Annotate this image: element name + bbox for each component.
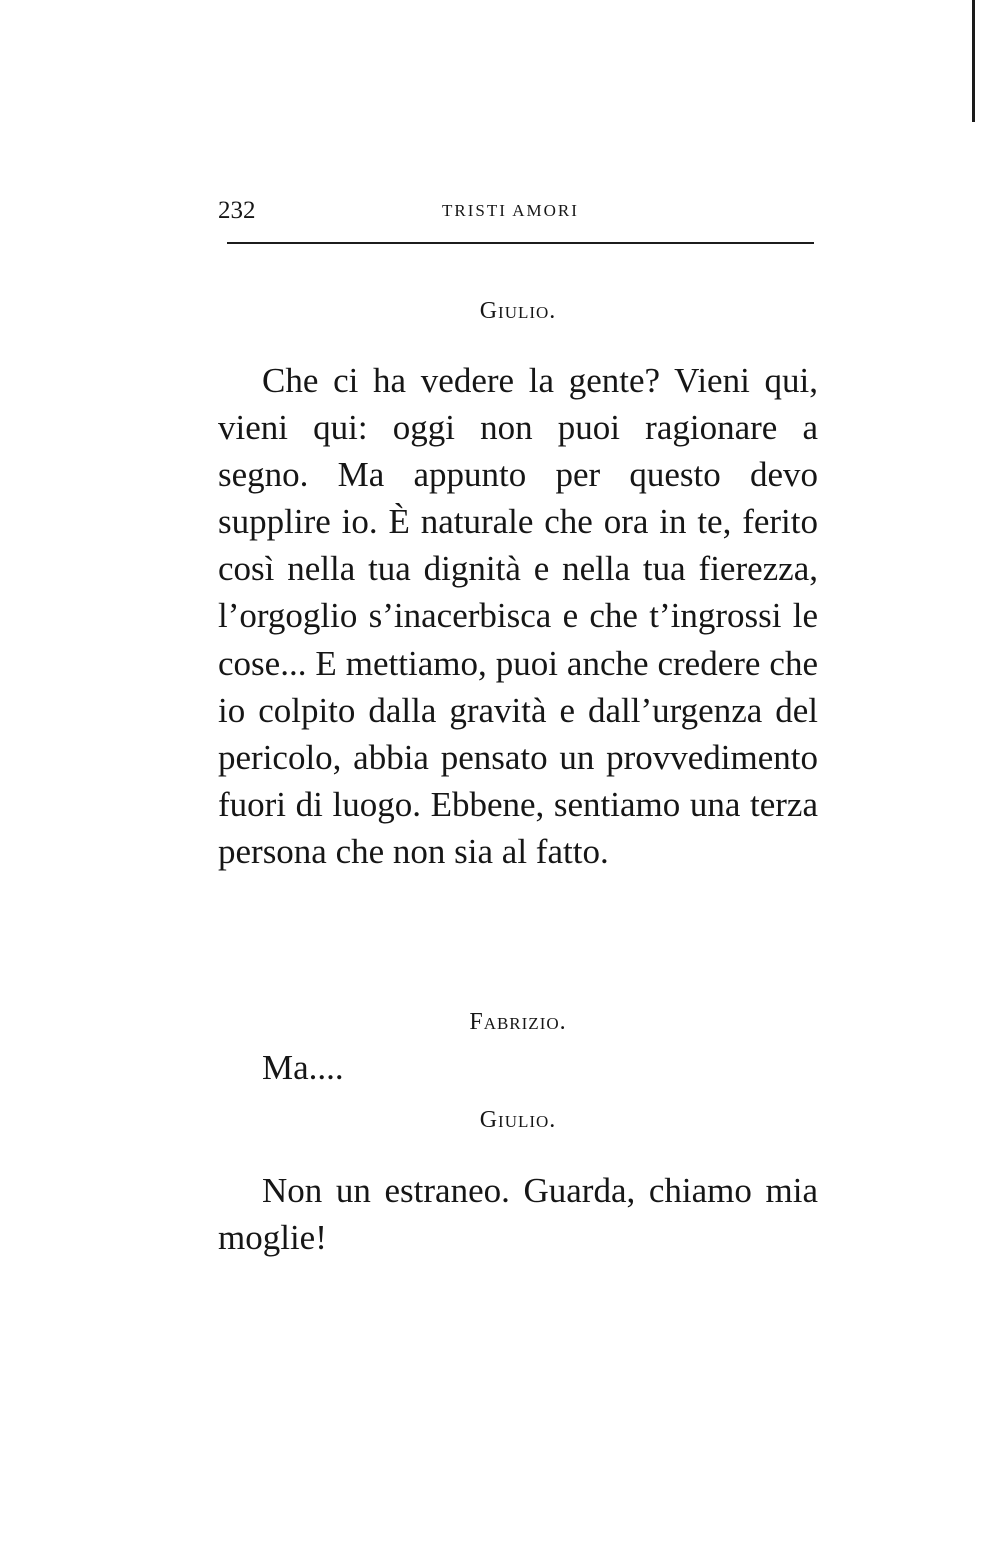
speech-block-3 [218, 1167, 818, 1261]
page-edge-line [972, 0, 975, 122]
page-header [218, 196, 814, 226]
header-rule [227, 242, 814, 244]
speech-block-2 [218, 1044, 818, 1091]
speaker-heading-giulio-2 [218, 1102, 818, 1138]
speaker-heading-fabrizio [218, 1004, 818, 1040]
speaker-name: Fabrizio. [469, 1009, 567, 1035]
speech-text: Non un estraneo. Guarda, chiamo mia moglie! [218, 1171, 818, 1258]
page-number: 232 [218, 197, 256, 224]
speaker-heading-giulio-1 [218, 293, 818, 329]
running-title: TRISTI AMORI [442, 201, 579, 220]
speaker-name: Giulio. [479, 298, 557, 324]
speech-block-1 [218, 357, 818, 875]
speech-text: Che ci ha vedere la gente? Vieni qui, vieni qui: oggi non puoi ragionare a segno. Ma appunto per questo devo supplire io. È naturale che ora in te, ferito così nella tua dignità e nella tua fierezza, l’orgoglio s’inacerbisca e che t’ingrossi le cose... E mettiamo, puoi anche credere che io colpito dalla gravità e dall’urgenza del pericolo, abbia pensato un provvedimento fuori di luogo. Ebbene, sentiamo una terza persona che non sia al fatto. [218, 361, 818, 871]
speaker-name: Giulio. [479, 1107, 557, 1133]
speech-text: Ma.... [262, 1048, 344, 1087]
